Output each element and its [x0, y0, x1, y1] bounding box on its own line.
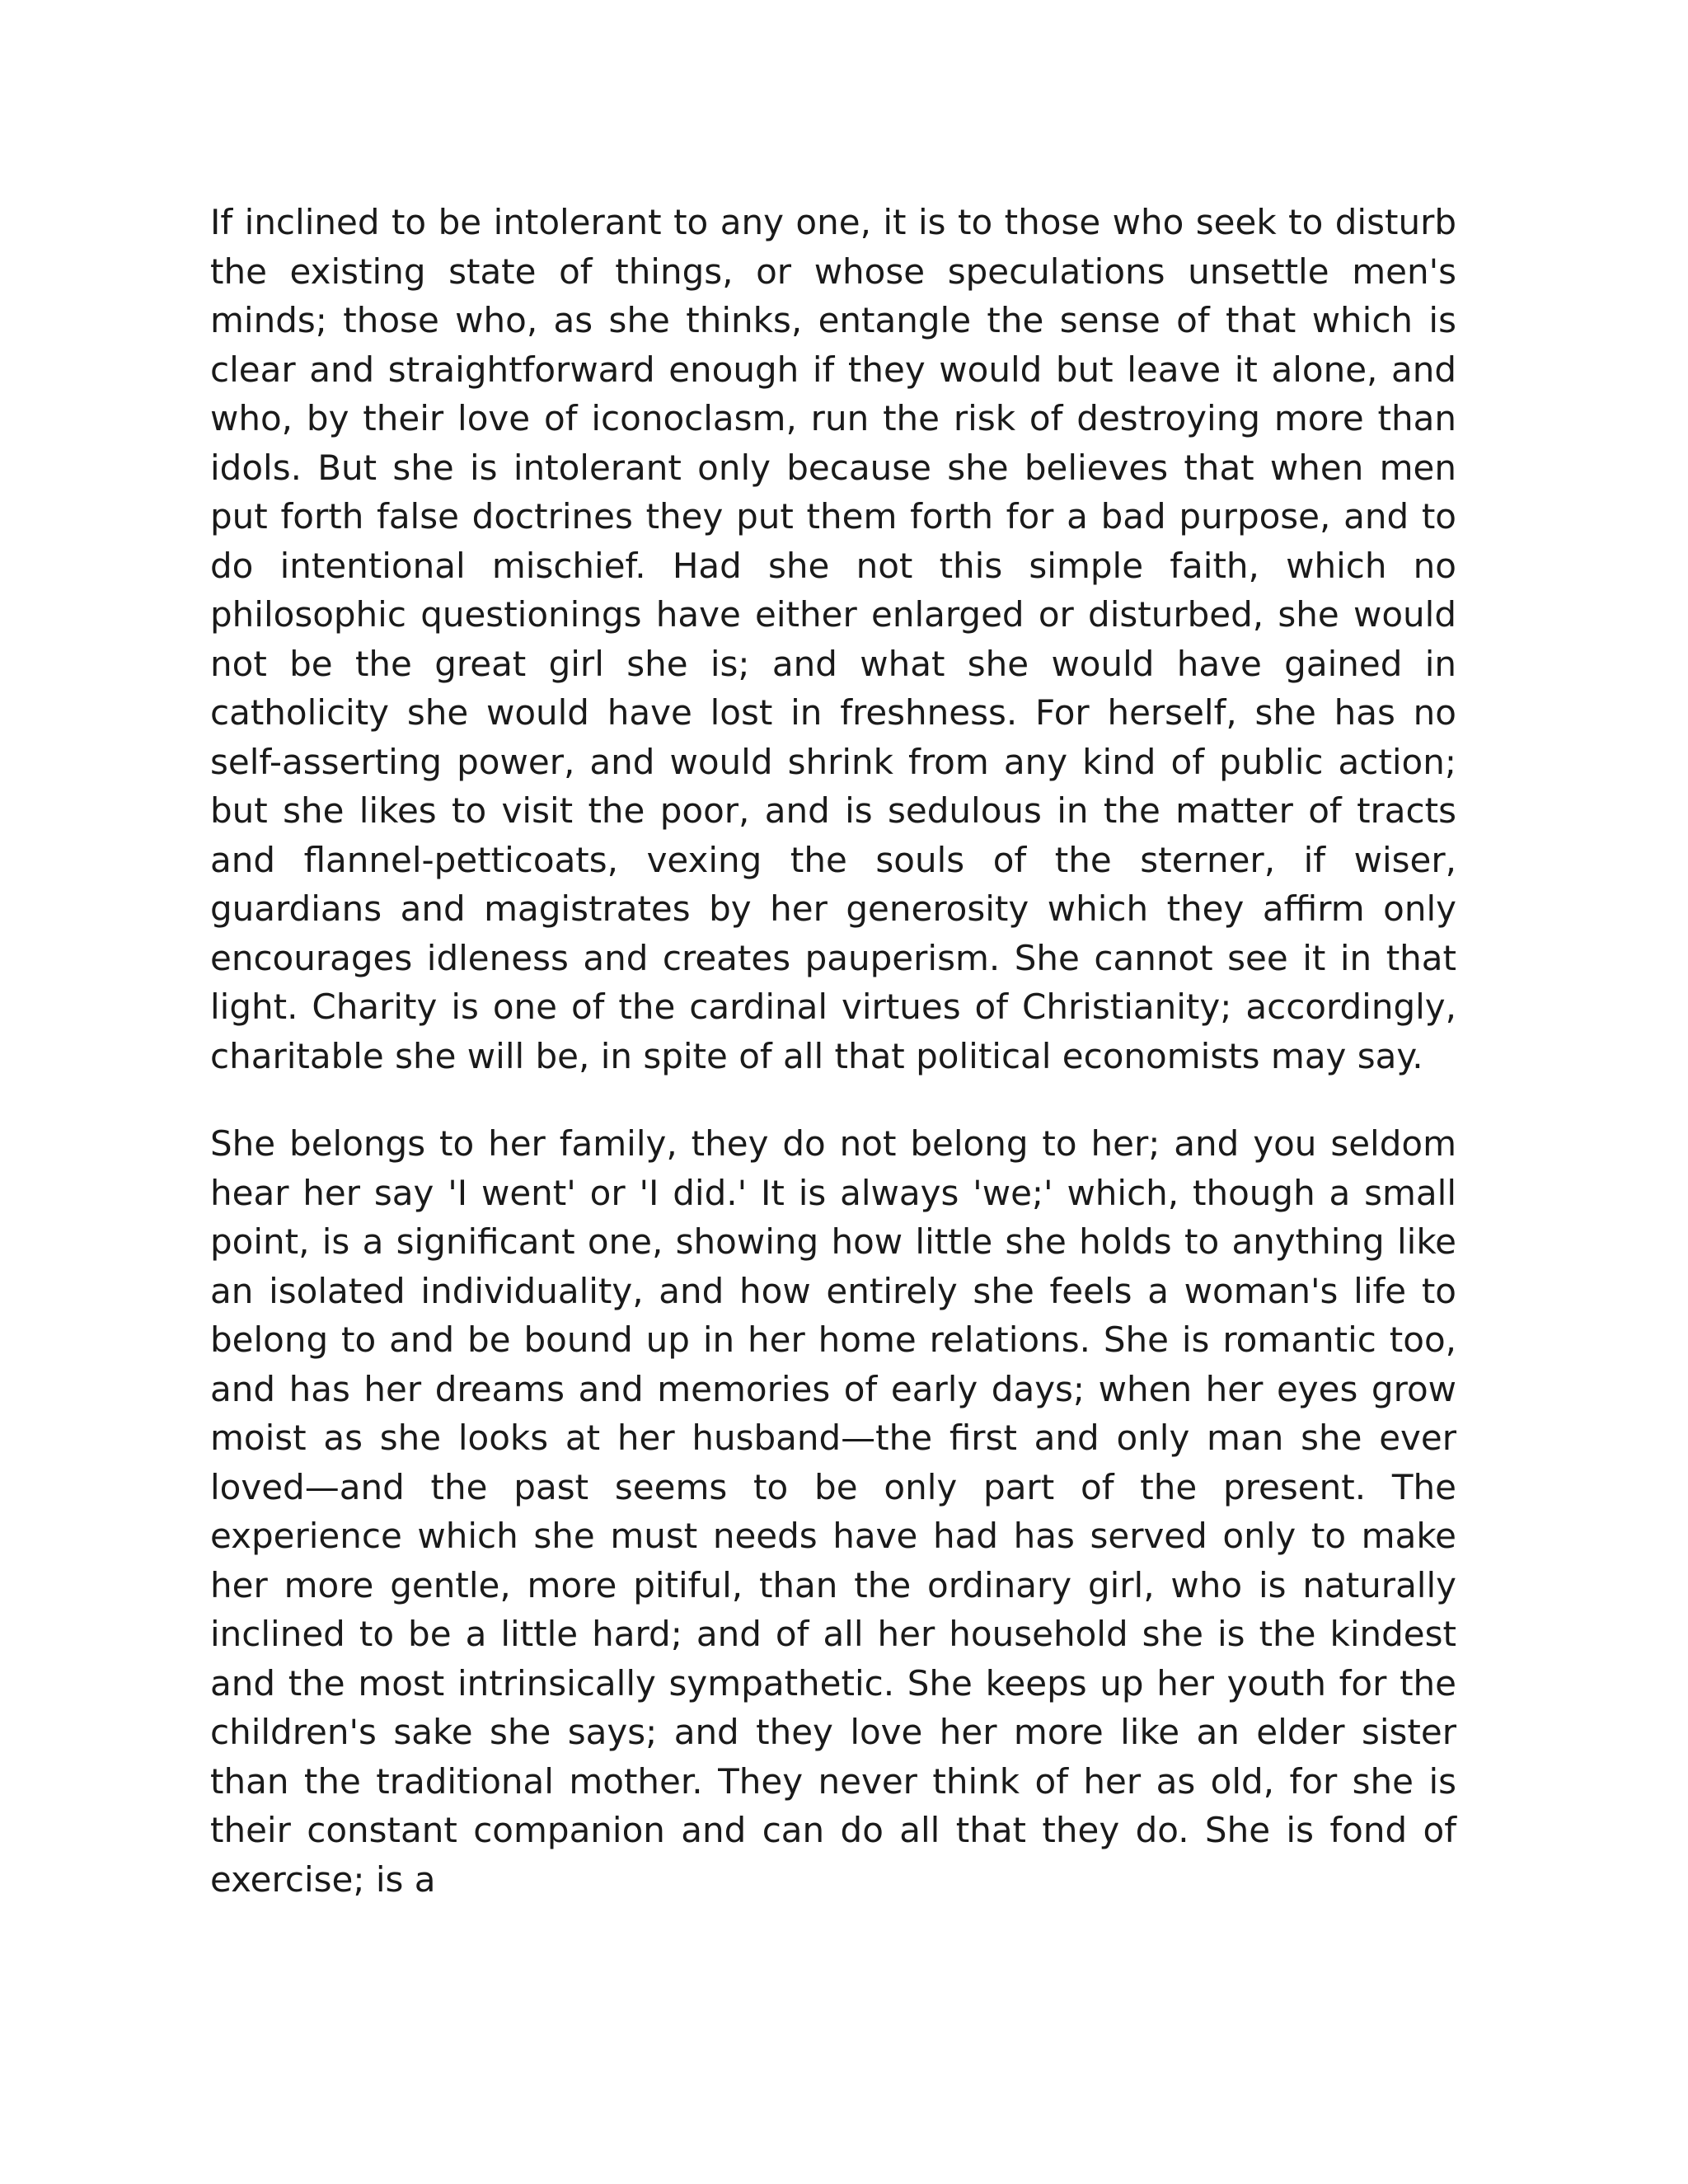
paragraph-2: She belongs to her family, they do not belong to her; and you seldom hear her say 'I went' or 'I did.' It is always 'we;' which, though a small point, is a significant one, showing how little she holds to anything like an isolated individuality, and how entirely she feels a woman's life to belong to and be bound up in her home relations. She is romantic too, and has her dreams and memories of early days; when her eyes grow moist as she looks at her husband—the first and only man she ever loved—and the past seems to be only part of the present. The experience which she must needs have had has served only to make her more gentle, more pitiful, than the ordinary girl, who is naturally inclined to be a little hard; and of all her household she is the kindest and the most intrinsically sympathetic. She keeps up her youth for the children's sake she says; and they love her more like an elder sister than the traditional mother. They never think of her as old, for she is their constant companion and can do all that they do. She is fond of exercise; is a [210, 1123, 1456, 1900]
body-text [210, 198, 1456, 1943]
paragraph-1: If inclined to be intolerant to any one, it is to those who seek to disturb the existing state of things, or whose speculations unsettle men's minds; those who, as she thinks, entangle the sense of that which is clear and straightforward enough if they would but leave it alone, and who, by their love of iconoclasm, run the risk of destroying more than idols. But she is intolerant only because she believes that when men put forth false doctrines they put them forth for a bad purpose, and to do intentional mischief. Had she not this simple faith, which no philosophic questionings have either enlarged or disturbed, she would not be the great girl she is; and what she would have gained in catholicity she would have lost in freshness. For herself, she has no self-asserting power, and would shrink from any kind of public action; but she likes to visit the poor, and is sedulous in the matter of tracts and flannel-petticoats, vexing the souls of the sterner, if wiser, guardians and magistrates by her generosity which they affirm only encourages idleness and creates pauperism. She cannot see it in that light. Charity is one of the cardinal virtues of Christianity; accordingly, charitable she will be, in spite of all that political economists may say. [210, 202, 1456, 1076]
